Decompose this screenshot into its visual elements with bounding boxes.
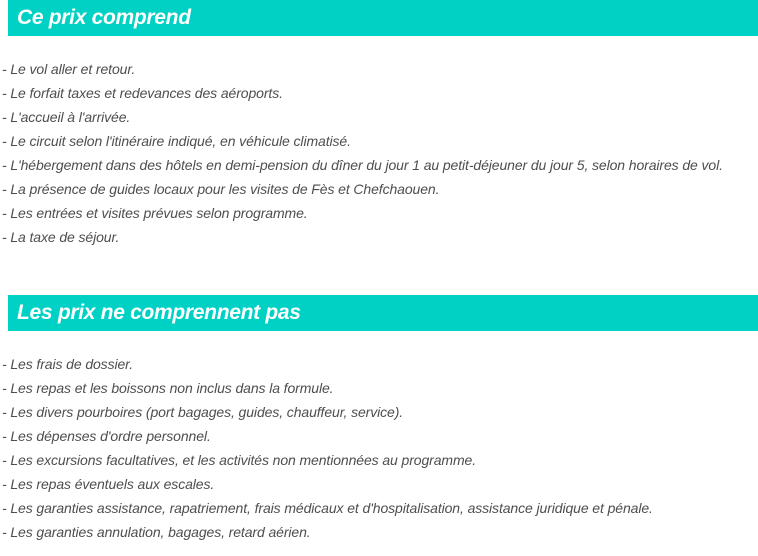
list-item: - Le forfait taxes et redevances des aéroports. [2,85,283,101]
list-item: - L'hébergement dans des hôtels en demi-pension du dîner du jour 1 au petit-déjeuner du jour 5, selon horaires de vol. [2,157,723,173]
section-price-includes [0,0,758,249]
list-item: - La taxe de séjour. [2,229,120,245]
list-item: - Les divers pourboires (port bagages, guides, chauffeur, service). [2,404,404,420]
excludes-list [2,352,758,544]
section-price-excludes [0,295,758,544]
list-item: - Les repas et les boissons non inclus dans la formule. [2,380,334,396]
list-item: - Les repas éventuels aux escales. [2,476,215,492]
section-title-includes: Ce prix comprend [17,6,191,29]
list-item: - Le circuit selon l'itinéraire indiqué, en véhicule climatisé. [2,133,351,149]
list-item: - Les dépenses d'ordre personnel. [2,428,211,444]
list-item: - Les garanties annulation, bagages, retard aérien. [2,524,311,540]
list-item: - Les garanties assistance, rapatriement, frais médicaux et d'hospitalisation, assistance juridique et pénale. [2,500,653,516]
list-item: - Les excursions facultatives, et les activités non mentionnées au programme. [2,452,476,468]
list-item: - L'accueil à l'arrivée. [2,109,131,125]
includes-list [2,57,758,249]
section-header-excludes [8,295,758,331]
list-item: - Les frais de dossier. [2,356,134,372]
list-item: - Les entrées et visites prévues selon programme. [2,205,308,221]
section-header-includes [8,0,758,36]
list-item: - La présence de guides locaux pour les visites de Fès et Chefchaouen. [2,181,440,197]
list-item: - Le vol aller et retour. [2,61,136,77]
section-title-excludes: Les prix ne comprennent pas [17,301,301,324]
